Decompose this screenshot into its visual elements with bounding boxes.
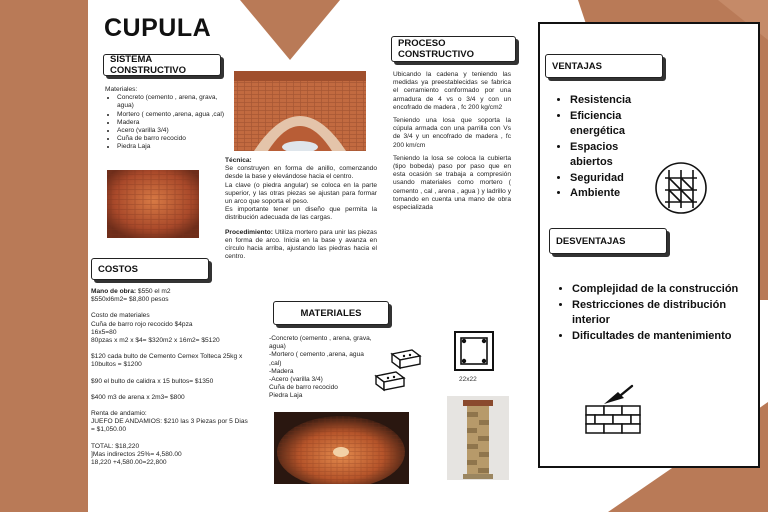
trowel-wall-icon xyxy=(584,384,642,436)
materiales-label: Materiales: xyxy=(105,86,138,93)
sistema-header xyxy=(103,54,221,76)
cost-line: JUEFO DE ANDAMIOS: $210 las 3 Piezas por 5 Dias = $1,050.00 xyxy=(91,418,248,434)
cost-line: TOTAL: $18,220 xyxy=(91,442,140,450)
cost-line: $400 m3 de arena x 2m3= $800 xyxy=(91,393,185,401)
cost-line: Cuña de barro rojo recocido $4pza xyxy=(91,320,193,328)
desventajas-header-label: DESVENTAJAS xyxy=(556,235,626,247)
cost-line: Renta de andamio: xyxy=(91,410,147,418)
cost-line: 18,220 +4,580.00=22,800 xyxy=(91,459,167,467)
cost-line: 80pzas x m2 x $4= $320m2 x 16m2= $5120 xyxy=(91,337,220,345)
proceso-p3: Teniendo la losa se coloca la cubierta (tipo bobeda) paso por paso que en esta ocasión se trabaja a compresión usando materiales como mortero ( cemento , cal , arena , agua ) y ladrillo y tomando en cuenta una mano de obra especializada xyxy=(393,154,511,212)
list-item: • Madera xyxy=(117,119,225,127)
rebar-label: 22x22 xyxy=(459,376,477,383)
list-item: • Complejidad de la construcción xyxy=(572,282,756,298)
proceso-header xyxy=(391,36,516,62)
list-item: • Restricciones de distribución interior xyxy=(572,298,756,329)
list-item: • Cuña de barro recocido xyxy=(117,135,225,143)
cost-line: $120 cada bulto de Cemento Cemex Tolteca 25kg x 10bultos = $1200 xyxy=(91,353,243,369)
left-accent-band xyxy=(0,0,88,512)
costos-section xyxy=(91,288,251,467)
proceso-header-label: PROCESO CONSTRUCTIVO xyxy=(398,38,474,60)
materiales-list xyxy=(269,335,373,401)
list-item: Cuña de barro recocido xyxy=(269,384,338,392)
list-item: • Seguridad xyxy=(570,171,652,187)
list-item: • Espacios abiertos xyxy=(570,140,652,171)
top-accent-triangle xyxy=(240,0,340,60)
costos-header-label: COSTOS xyxy=(98,263,138,275)
list-item: • Mortero ( cemento ,arena, agua ,cal) xyxy=(117,111,225,119)
brick-blocks-icon xyxy=(372,348,432,394)
desventajas-header xyxy=(549,228,667,254)
cost-line: Costo de materiales xyxy=(91,312,150,320)
sistema-list xyxy=(105,94,225,151)
cost-line: $550xl6m2= $8,800 pesos xyxy=(91,296,169,304)
stone-column-photo xyxy=(447,396,509,480)
interior-dome-photo xyxy=(274,412,409,484)
ventajas-header xyxy=(545,54,663,78)
mano-de-obra-label: Mano de obra: xyxy=(91,288,137,295)
materiales-header xyxy=(273,301,389,325)
ventajas-list xyxy=(556,93,652,202)
cost-line: ]Mas indirectos 25%= 4,580.00 xyxy=(91,450,182,458)
proceso-p1: Ubicando la cadena y teniendo las medidas ya preestablecidas se fabrica el cerramiento conformado por una armadura de 4 vs o 3/4 y con un encofrado de madera , fc 200 kg/cm2 xyxy=(393,71,511,111)
materiales-header-label: MATERIALES xyxy=(300,307,362,319)
list-item: -Mortero ( cemento ,arena, agua ,cal) xyxy=(269,351,364,367)
brick-vault-photo xyxy=(234,71,366,151)
cost-line: 16x5=80 xyxy=(91,328,117,336)
list-item: -Concreto (cemento , arena, grava, agua) xyxy=(269,335,372,351)
procedimiento-label: Procedimiento: xyxy=(225,228,273,236)
list-item: -Acero (varilla 3/4) xyxy=(269,376,323,384)
list-item: Piedra Laja xyxy=(269,392,303,400)
brick-dome-photo xyxy=(107,170,199,238)
cost-line: $550 el m2 xyxy=(137,288,171,295)
list-item: • Acero (varilla 3/4) xyxy=(117,127,225,135)
scaffold-icon xyxy=(653,160,709,216)
tecnica-p3: Es importante tener un diseño que permita la distribución adecuada de las cargas. xyxy=(225,206,377,222)
proceso-p2: Teniendo una losa que soporta la cúpula armada con una parrilla con Vs de 3/4 y un encofrado de madera , fc 200 km/cm xyxy=(393,117,511,149)
ventajas-header-label: VENTAJAS xyxy=(552,60,602,72)
tecnica-p2: La clave (o piedra angular) se coloca en la parte superior, y las otras piezas se ajustan para formar un arco que soporta el peso. xyxy=(225,181,377,206)
tecnica-p1: Se construyen en forma de anillo, comenzando desde la base y elevándose hacia el centro. xyxy=(225,165,377,181)
list-item: • Eficiencia energética xyxy=(570,109,652,140)
desventajas-list xyxy=(558,282,756,344)
rebar-section-icon xyxy=(453,330,495,372)
list-item: • Concreto (cemento , arena, grava, agua) xyxy=(117,94,225,110)
list-item: • Dificultades de mantenimiento xyxy=(572,329,756,345)
sistema-header-label: SISTEMA CONSTRUCTIVO xyxy=(110,54,186,76)
procedimiento-text: Utiliza mortero para unir las piezas en forma de arco. Inicia en la base y avanza en círculo hacia arriba, ajustando las piedras hacia el centro. xyxy=(225,228,377,261)
costos-header xyxy=(91,258,209,280)
list-item: • Ambiente xyxy=(570,186,652,202)
sistema-materiales xyxy=(105,86,225,152)
page-title: CUPULA xyxy=(104,14,212,42)
list-item: -Madera xyxy=(269,367,294,375)
list-item: • Piedra Laja xyxy=(117,143,225,151)
tecnica-section xyxy=(225,157,377,261)
cost-line: $90 el bulto de calidra x 15 bultos= $1350 xyxy=(91,377,214,385)
list-item: • Resistencia xyxy=(570,93,652,109)
tecnica-label: Técnica: xyxy=(225,157,252,164)
proceso-section xyxy=(393,71,511,217)
